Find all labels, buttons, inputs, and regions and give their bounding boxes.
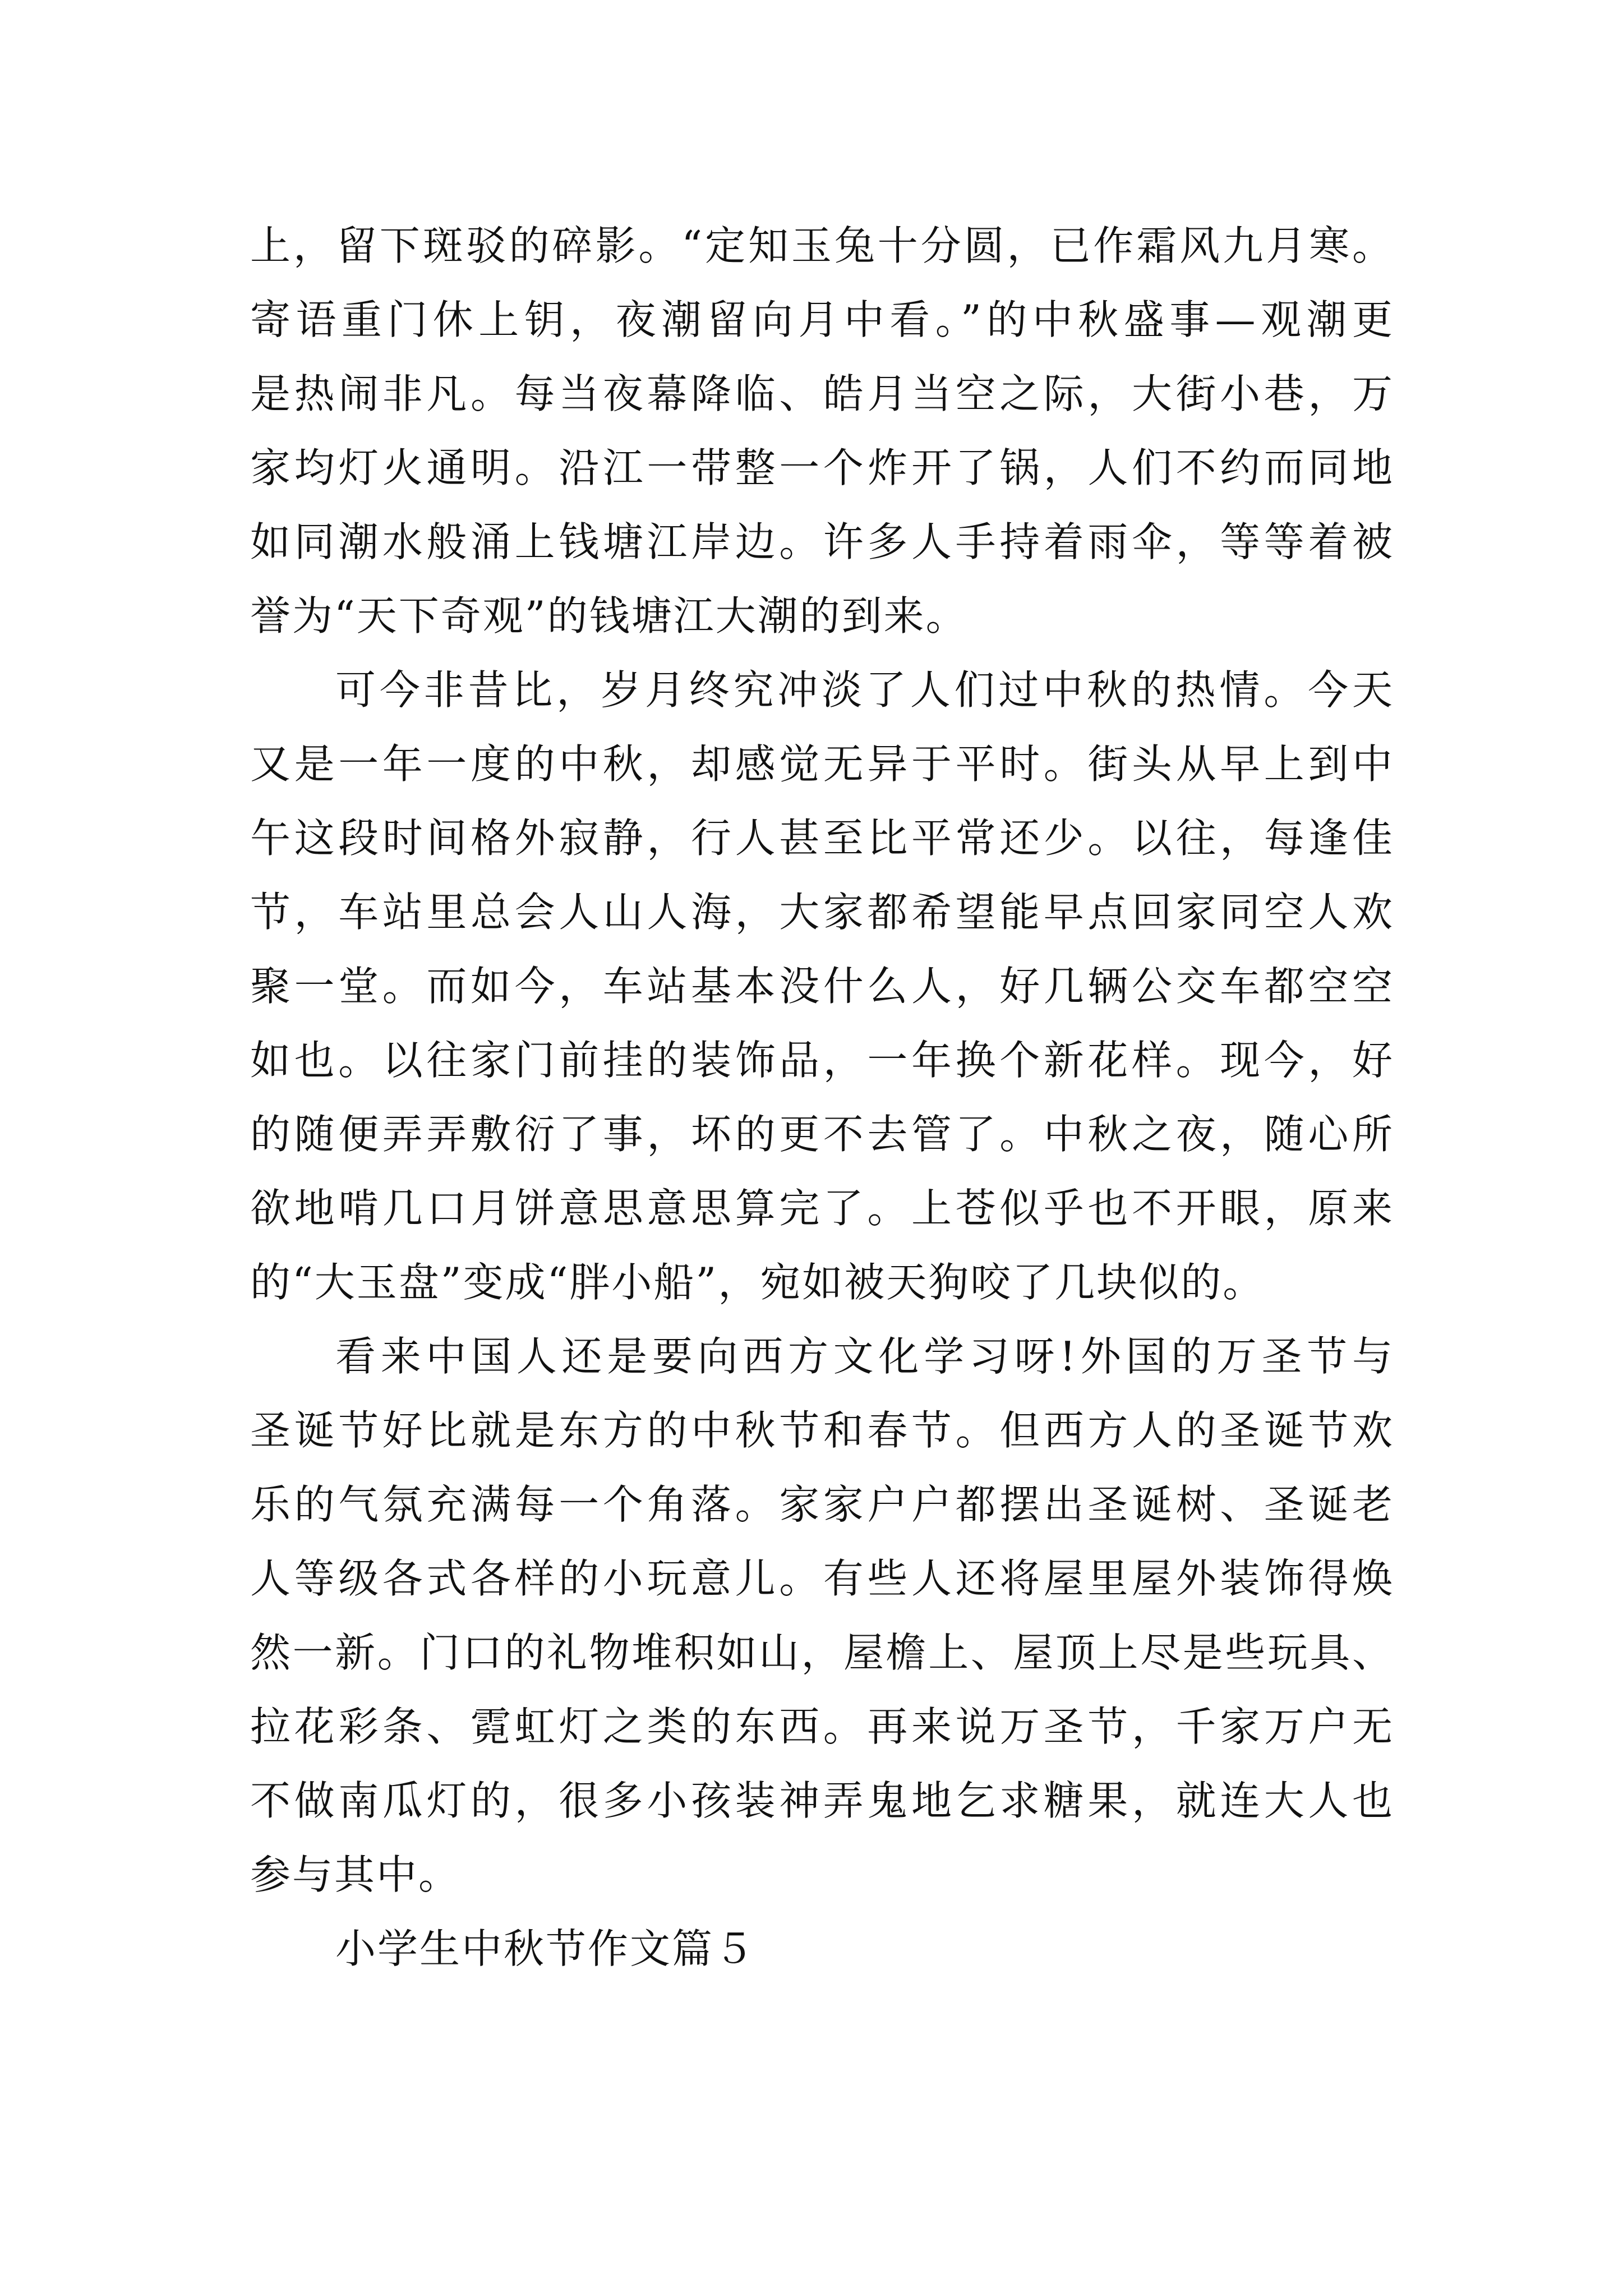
- text-line: 人等级各式各样的小玩意儿。有些人还将屋里屋外装饰得焕: [250, 1555, 1394, 1602]
- paragraph-3: [250, 1319, 1394, 1912]
- text-line: 又是一年一度的中秋，却感觉无异于平时。街头从早上到中: [250, 740, 1394, 788]
- text-line: 家均灯火通明。沿江一带整一个炸开了锅，人们不约而同地: [250, 444, 1394, 491]
- text-line: 可今非昔比，岁月终究冲淡了人们过中秋的热情。今天: [335, 666, 1394, 714]
- text-line: 圣诞节好比就是东方的中秋节和春节。但西方人的圣诞节欢: [250, 1407, 1394, 1454]
- text-line: 节，车站里总会人山人海，大家都希望能早点回家同空人欢: [250, 889, 1394, 936]
- text-line: 的随便弄弄敷衍了事，坏的更不去管了。中秋之夜，随心所: [250, 1111, 1394, 1158]
- text-line: 誉为“天下奇观”的钱塘江大潮的到来。: [250, 592, 968, 639]
- text-line: 拉花彩条、霓虹灯之类的东西。再来说万圣节，千家万户无: [250, 1703, 1394, 1750]
- text-line: 午这段时间格外寂静，行人甚至比平常还少。以往，每逢佳: [250, 815, 1394, 862]
- paragraph-1: [250, 209, 1394, 653]
- paragraph-2: [250, 653, 1394, 1319]
- text-line: 乐的气氛充满每一个角落。家家户户都摆出圣诞树、圣诞老: [250, 1481, 1394, 1528]
- text-line: 欲地啃几口月饼意思意思算完了。上苍似乎也不开眼，原来: [250, 1185, 1394, 1232]
- section-heading-block: [250, 1912, 1394, 1986]
- text-line: 然一新。门口的礼物堆积如山，屋檐上、屋顶上尽是些玩具、: [250, 1629, 1394, 1676]
- text-line: 不做南瓜灯的，很多小孩装神弄鬼地乞求糖果，就连大人也: [250, 1777, 1394, 1824]
- text-line: 的“大玉盘”变成“胖小船”，宛如被天狗咬了几块似的。: [250, 1259, 1265, 1306]
- text-line: 寄语重门休上钥，夜潮留向月中看。”的中秋盛事—观潮更: [250, 296, 1394, 343]
- text-line: 上，留下斑驳的碎影。“定知玉兔十分圆，已作霜风九月寒。: [250, 222, 1394, 269]
- text-line: 是热闹非凡。每当夜幕降临、皓月当空之际，大街小巷，万: [250, 370, 1394, 417]
- text-line: 参与其中。: [250, 1851, 461, 1898]
- text-line: 聚一堂。而如今，车站基本没什么人，好几辆公交车都空空: [250, 963, 1394, 1010]
- text-line: 看来中国人还是要向西方文化学习呀!外国的万圣节与: [335, 1333, 1394, 1380]
- document-body: [250, 209, 1394, 1986]
- text-line: 如同潮水般涌上钱塘江岸边。许多人手持着雨伞，等等着被: [250, 518, 1394, 565]
- text-line: 如也。以往家门前挂的装饰品，一年换个新花样。现今，好: [250, 1037, 1394, 1084]
- section-heading: 小学生中秋节作文篇５: [335, 1925, 757, 1972]
